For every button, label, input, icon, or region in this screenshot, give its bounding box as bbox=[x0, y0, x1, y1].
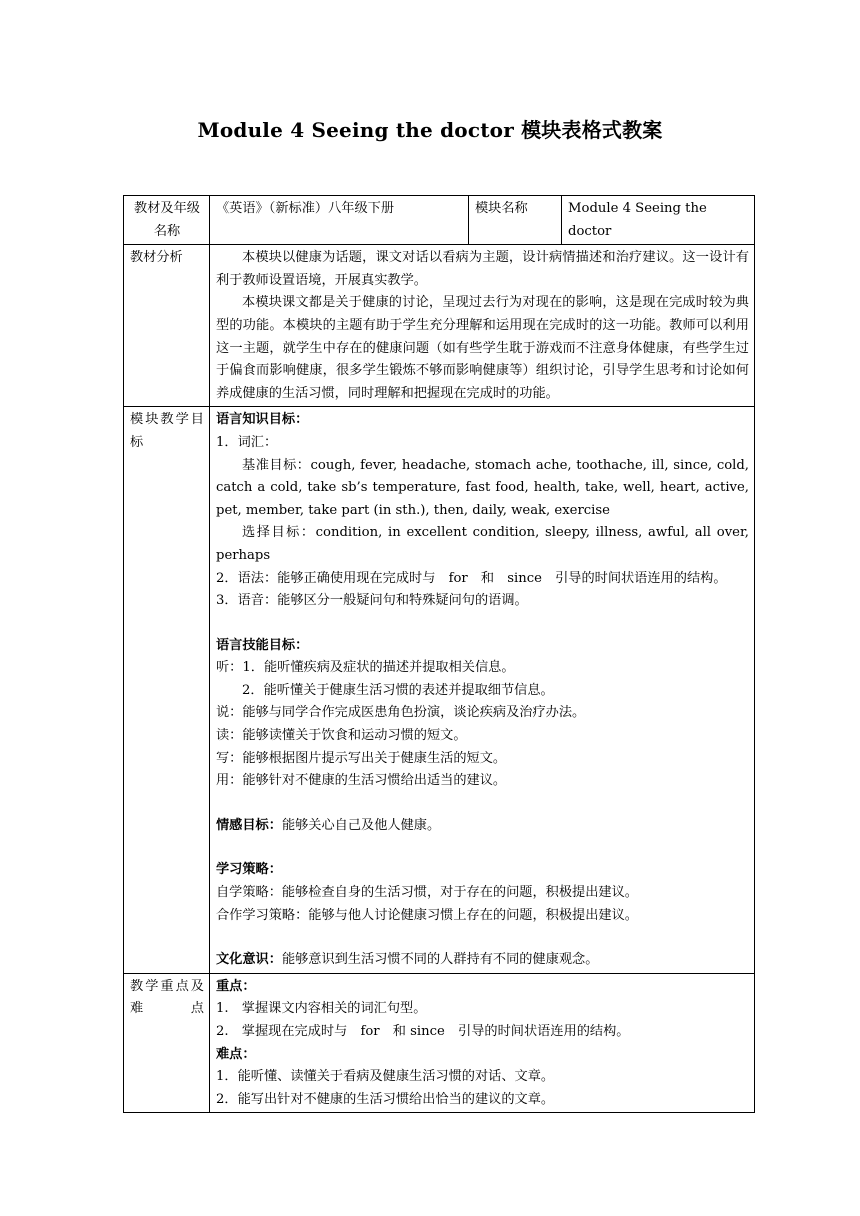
key-point-2: 2. 掌握现在完成时与 for 和 since 引导的时间状语连用的结构。 bbox=[216, 1024, 630, 1039]
vocab-choice: 选择目标：condition, in excellent condition, sleepy, illness, awful, all over, perhaps bbox=[216, 525, 749, 563]
analysis-content bbox=[210, 245, 755, 407]
culture-text: 能够意识到生活习惯不同的人群持有不同的健康观念。 bbox=[281, 952, 599, 968]
focus-content bbox=[210, 973, 755, 1113]
analysis-label: 教材分析 bbox=[124, 245, 210, 407]
focus-label: 教学重点及难点 bbox=[124, 973, 210, 1113]
key-point-1: 1. 掌握课文内容相关的词汇句型。 bbox=[216, 1001, 427, 1017]
grammar-goal: 2．语法：能够正确使用现在完成时与 for 和 since 引导的时间状语连用的结构。 bbox=[216, 570, 727, 586]
difficult-point-2: 2．能写出针对不健康的生活习惯给出恰当的建议的文章。 bbox=[216, 1091, 555, 1107]
usage-goal: 用：能够针对不健康的生活习惯给出适当的建议。 bbox=[216, 773, 507, 789]
analysis-paragraph-2: 本模块课文都是关于健康的讨论，呈现过去行为对现在的影响，这是现在完成时较为典型的功能。本模块的主题有助于学生充分理解和运用现在完成时的这一功能。教师可以利用这一主题，就学生中存在的健康问题（如有些学生耽于游戏而不注意身体健康，有些学生过于偏食而影响健康，很多学生锻炼不够而影响健康等）组织讨论，引导学生思考和讨论如何养成健康的生活习惯，同时理解和把握现在完成时的功能。 bbox=[216, 295, 749, 401]
speaking-goal: 说：能够与同学合作完成医患角色扮演，谈论疾病及治疗办法。 bbox=[216, 705, 586, 721]
textbook-label: 教材及年级名称 bbox=[124, 196, 210, 245]
goals-label: 模块教学目标 bbox=[124, 407, 210, 973]
analysis-paragraph-1: 本模块以健康为话题，课文对话以看病为主题，设计病情描述和治疗建议。这一设计有利于教师设置语境，开展真实教学。 bbox=[216, 250, 749, 288]
skills-goals-heading: 语言技能目标： bbox=[216, 637, 309, 653]
writing-goal: 写：能够根据图片提示写出关于健康生活的短文。 bbox=[216, 750, 507, 766]
textbook-value: 《英语》（新标准）八年级下册 bbox=[210, 196, 469, 245]
goals-row bbox=[124, 407, 755, 973]
vocab-heading: 1．词汇： bbox=[216, 434, 278, 450]
module-name-label: 模块名称 bbox=[469, 196, 562, 245]
phonetics-goal: 3．语音：能够区分一般疑问句和特殊疑问句的语调。 bbox=[216, 593, 528, 609]
goals-content bbox=[210, 407, 755, 973]
lesson-plan-table bbox=[123, 195, 755, 1113]
cooperative-strategy: 合作学习策略：能够与他人讨论健康习惯上存在的问题，积极提出建议。 bbox=[216, 907, 638, 923]
knowledge-goals-heading: 语言知识目标： bbox=[216, 412, 309, 428]
culture-goal bbox=[216, 949, 749, 972]
difficult-point-1: 1．能听懂、读懂关于看病及健康生活习惯的对话、文章。 bbox=[216, 1069, 555, 1085]
difficult-points-heading: 难点： bbox=[216, 1046, 256, 1062]
listening-goal-2: 2．能听懂关于健康生活习惯的表述并提取细节信息。 bbox=[242, 682, 554, 698]
emotion-text: 能够关心自己及他人健康。 bbox=[281, 817, 441, 833]
module-name-value: Module 4 Seeing the doctor bbox=[562, 196, 755, 245]
self-study-strategy: 自学策略：能够检查自身的生活习惯，对于存在的问题，积极提出建议。 bbox=[216, 885, 638, 901]
page-title: Module 4 Seeing the doctor 模块表格式教案 bbox=[197, 118, 663, 142]
analysis-row bbox=[124, 245, 755, 407]
listening-goal-1: 听：1．能听懂疾病及症状的描述并提取相关信息。 bbox=[216, 660, 515, 676]
vocab-basic: 基准目标：cough, fever, headache, stomach ache, toothache, ill, since, cold, catch a cold, take sb’s temperature, fast food, health, take, well, heart, active, pet, member, take part (in sth.), then, daily, weak, exercise bbox=[216, 457, 749, 518]
emotion-goal bbox=[216, 815, 749, 838]
focus-row bbox=[124, 973, 755, 1113]
header-row bbox=[124, 196, 755, 245]
emotion-heading: 情感目标： bbox=[216, 817, 282, 833]
strategy-heading: 学习策略： bbox=[216, 862, 282, 878]
reading-goal: 读：能够读懂关于饮食和运动习惯的短文。 bbox=[216, 728, 467, 744]
culture-heading: 文化意识： bbox=[216, 952, 282, 968]
key-points-heading: 重点： bbox=[216, 978, 256, 994]
